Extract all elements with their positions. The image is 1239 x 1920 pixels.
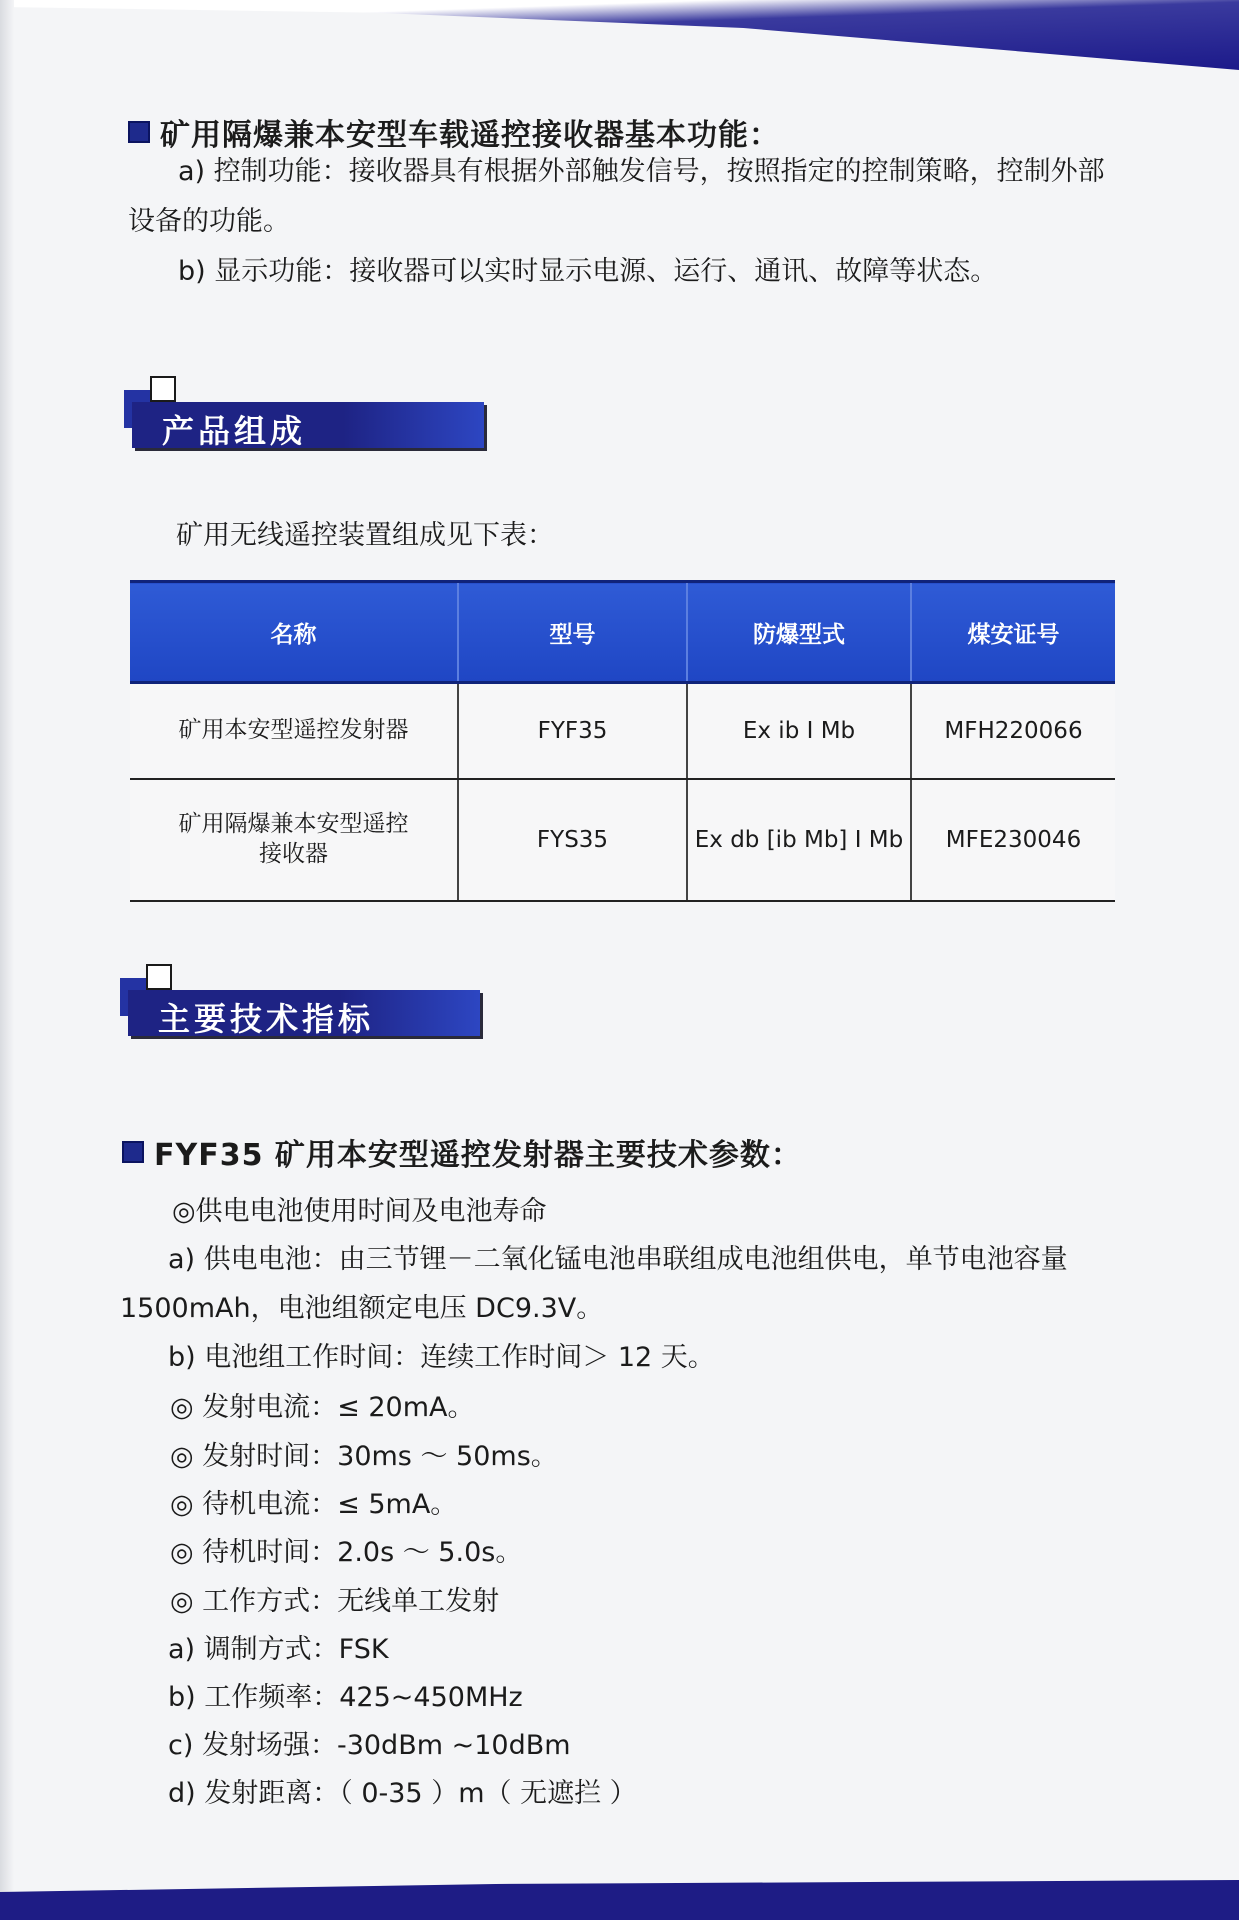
spec-line: b) 工作频率：425~450MHz bbox=[168, 1682, 523, 1713]
cell-cert: MFE230046 bbox=[911, 779, 1115, 901]
spec-line: c) 发射场强：-30dBm ~10dBm bbox=[168, 1730, 571, 1761]
spec-line: ◎ 工作方式：无线单工发射 bbox=[170, 1586, 500, 1617]
spec-line: b) 电池组工作时间：连续工作时间＞ 12 天。 bbox=[168, 1342, 715, 1373]
composition-intro: 矿用无线遥控装置组成见下表： bbox=[176, 520, 554, 551]
function-a-line2: 设备的功能。 bbox=[128, 206, 290, 237]
composition-banner bbox=[124, 390, 484, 450]
square-bullet-icon bbox=[128, 121, 150, 143]
header-model: 型号 bbox=[458, 582, 687, 683]
spec-line: ◎ 发射电流：≤ 20mA。 bbox=[170, 1392, 475, 1423]
bottom-decorative-band bbox=[0, 1880, 1239, 1920]
cell-name-line2: 接收器 bbox=[259, 841, 328, 867]
cell-cert: MFH220066 bbox=[911, 683, 1115, 780]
header-ex-type: 防爆型式 bbox=[687, 582, 911, 683]
specs-banner bbox=[120, 978, 480, 1038]
spec-line: a) 调制方式：FSK bbox=[168, 1634, 389, 1665]
top-decorative-band bbox=[0, 0, 1239, 70]
function-b-line: b) 显示功能：接收器可以实时显示电源、运行、通讯、故障等状态。 bbox=[178, 256, 998, 287]
spec-line: ◎ 待机电流：≤ 5mA。 bbox=[170, 1489, 458, 1520]
spec-line: d) 发射距离：（ 0-35 ）m（ 无遮拦 ） bbox=[168, 1778, 637, 1809]
cell-ex-type: Ex ib I Mb bbox=[687, 683, 911, 780]
specs-heading-text: FYF35 矿用本安型遥控发射器主要技术参数： bbox=[154, 1138, 802, 1173]
table-row bbox=[130, 683, 1115, 780]
cell-model: FYF35 bbox=[458, 683, 687, 780]
cell-name-text: 矿用本安型遥控发射器 bbox=[178, 717, 409, 744]
specs-banner-title: 主要技术指标 bbox=[158, 1000, 375, 1038]
header-name: 名称 bbox=[130, 582, 458, 683]
banner-square-icon bbox=[150, 376, 176, 402]
functions-heading bbox=[128, 110, 780, 154]
header-cert: 煤安证号 bbox=[911, 582, 1115, 683]
banner-square-icon bbox=[146, 964, 172, 990]
spec-line: 1500mAh，电池组额定电压 DC9.3V。 bbox=[120, 1293, 604, 1324]
square-bullet-icon bbox=[122, 1141, 144, 1163]
cell-ex-type: Ex db [ib Mb] I Mb bbox=[687, 779, 911, 901]
spec-line: ◎ 待机时间：2.0s ～ 5.0s。 bbox=[170, 1537, 523, 1568]
specs-heading bbox=[122, 1130, 802, 1174]
functions-heading-text: 矿用隔爆兼本安型车载遥控接收器基本功能： bbox=[160, 118, 780, 153]
page-edge-shadow bbox=[0, 0, 14, 1920]
function-a-line1: a) 控制功能：接收器具有根据外部触发信号，按照指定的控制策略，控制外部 bbox=[178, 156, 1105, 187]
table-header-row bbox=[130, 582, 1115, 683]
table-row bbox=[130, 779, 1115, 901]
spec-line: ◎供电电池使用时间及电池寿命 bbox=[172, 1196, 547, 1227]
cell-name bbox=[130, 779, 458, 901]
cell-name bbox=[130, 683, 458, 780]
spec-line: a) 供电电池：由三节锂－二氧化锰电池串联组成电池组供电，单节电池容量 bbox=[168, 1244, 1068, 1275]
composition-table bbox=[130, 580, 1115, 902]
composition-banner-title: 产品组成 bbox=[162, 412, 307, 450]
cell-name-line1: 矿用隔爆兼本安型遥控 bbox=[178, 811, 409, 838]
cell-model: FYS35 bbox=[458, 779, 687, 901]
spec-line: ◎ 发射时间：30ms ～ 50ms。 bbox=[170, 1441, 558, 1472]
